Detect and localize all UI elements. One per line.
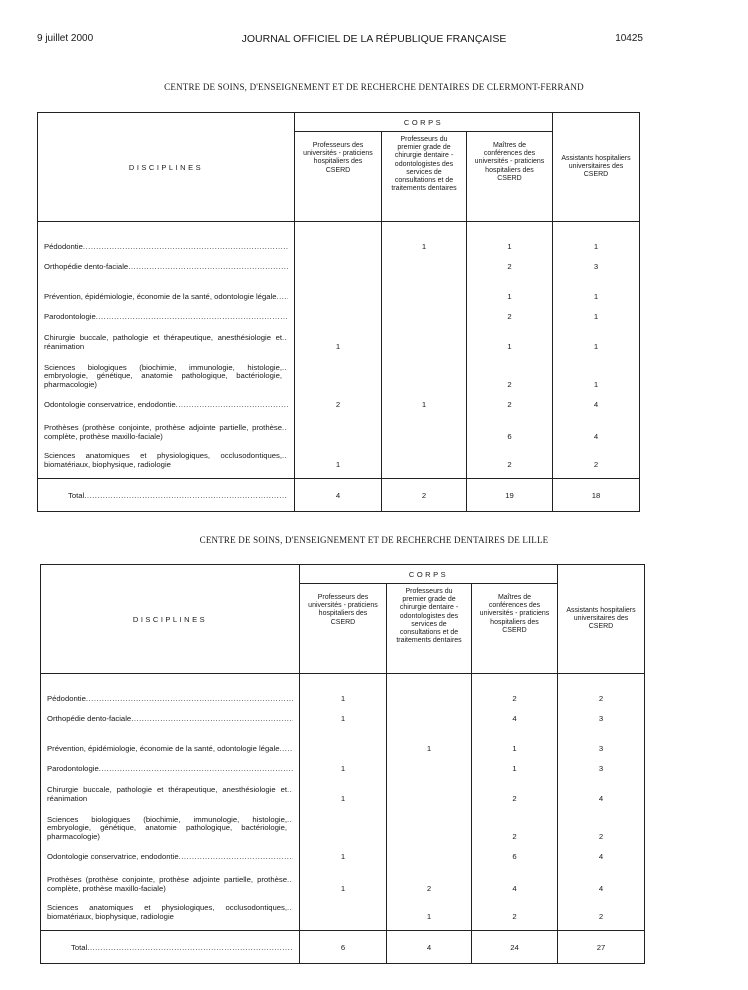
- value-column: [472, 674, 558, 931]
- cell-value: 1: [421, 242, 427, 252]
- leader-dots: [282, 424, 288, 442]
- cell-value: 1: [593, 242, 599, 252]
- value-column: [467, 222, 553, 479]
- total-value: 24: [472, 931, 558, 964]
- cell-value: 1: [335, 342, 341, 352]
- total-label: Total: [71, 942, 88, 952]
- discipline-label: Prévention, épidémiologie, économie de la santé, odontologie légale: [47, 744, 280, 754]
- cell-value: 1: [512, 764, 517, 774]
- cell-value: 2: [593, 460, 599, 470]
- leader-dots: [176, 401, 288, 410]
- leader-dots: [86, 695, 293, 704]
- leader-dots: [131, 715, 293, 724]
- leader-dots: [282, 452, 288, 470]
- column-header: Professeurs des universités - praticiens hospitaliers des CSERD: [300, 584, 387, 674]
- discipline-label: Sciences anatomiques et physiologiques, occlusodontiques, biomatériaux, biophysique, radiologie: [47, 903, 287, 922]
- cell-value: 4: [512, 714, 517, 724]
- discipline-label: Odontologie conservatrice, endodontie: [44, 400, 176, 410]
- section-title: CENTRE DE SOINS, D'ENSEIGNEMENT ET DE RECHERCHE DENTAIRES DE LILLE: [199, 535, 549, 545]
- cell-value: 4: [598, 852, 604, 862]
- cell-value: 2: [598, 694, 604, 704]
- column-header: Maîtres de conférences des universités - praticiens hospitaliers des CSERD: [467, 132, 553, 222]
- leader-dots: [287, 904, 293, 922]
- cell-value: 3: [598, 744, 604, 754]
- cell-value: 6: [507, 432, 512, 442]
- header-journal-title: JOURNAL OFFICIEL DE LA RÉPUBLIQUE FRANÇAISE: [241, 33, 507, 45]
- column-header: Professeurs du premier grade de chirurgie dentaire - odontologistes des services de consultations et de traitements dentaires: [382, 132, 467, 222]
- leader-dots: [83, 243, 288, 252]
- value-column: [553, 222, 640, 479]
- cell-value: 1: [340, 852, 346, 862]
- discipline-label: Chirurgie buccale, pathologie et thérapeutique, anesthésiologie et réanimation: [44, 333, 282, 352]
- leader-dots: [84, 491, 288, 500]
- cell-value: 3: [593, 262, 599, 272]
- leader-dots: [87, 943, 293, 952]
- cell-value: 1: [593, 312, 599, 322]
- value-column: [382, 222, 467, 479]
- cell-value: 4: [598, 884, 604, 894]
- section-title: CENTRE DE SOINS, D'ENSEIGNEMENT ET DE RECHERCHE DENTAIRES DE CLERMONT-FERRAND: [164, 82, 584, 92]
- discipline-label: Prothèses (prothèse conjointe, prothèse adjointe partielle, prothèse complète, prothèse maxillo-faciale): [47, 875, 287, 894]
- cell-value: 2: [512, 912, 517, 922]
- leader-dots: [179, 853, 293, 862]
- column-header: Assistants hospitaliers universitaires des CSERD: [553, 113, 640, 222]
- cell-value: 2: [507, 262, 512, 272]
- corps-header: CORPS: [300, 565, 558, 584]
- cell-value: 1: [426, 912, 432, 922]
- total-row-label-cell: [38, 479, 295, 512]
- total-value: 4: [295, 479, 382, 512]
- leader-dots: [96, 313, 288, 322]
- column-header: Professeurs du premier grade de chirurgie dentaire - odontologistes des services de consultations et de traitements dentaires: [387, 584, 472, 674]
- cell-value: 2: [598, 832, 604, 842]
- discipline-label: Parodontologie: [47, 764, 99, 774]
- cell-value: 2: [507, 312, 512, 322]
- total-value: 27: [558, 931, 645, 964]
- cell-value: 1: [507, 242, 512, 252]
- cell-value: 1: [512, 744, 517, 754]
- total-label: Total: [68, 490, 85, 500]
- disciplines-column: [38, 222, 295, 479]
- cell-value: 2: [335, 400, 341, 410]
- value-column: [558, 674, 645, 931]
- cell-value: 1: [507, 292, 512, 302]
- discipline-label: Pédodontie: [47, 694, 86, 704]
- cell-value: 4: [593, 432, 599, 442]
- cell-value: 2: [507, 380, 512, 390]
- cell-value: 1: [593, 342, 599, 352]
- leader-dots: [277, 293, 289, 302]
- cell-value: 4: [598, 794, 604, 804]
- total-value: 6: [300, 931, 387, 964]
- discipline-label: Odontologie conservatrice, endodontie: [47, 852, 179, 862]
- cell-value: 2: [426, 884, 432, 894]
- cell-value: 1: [340, 794, 346, 804]
- discipline-label: Chirurgie buccale, pathologie et thérapeutique, anesthésiologie et réanimation: [47, 785, 287, 804]
- cell-value: 1: [426, 744, 432, 754]
- cell-value: 2: [598, 912, 604, 922]
- discipline-label: Prothèses (prothèse conjointe, prothèse adjointe partielle, prothèse complète, prothèse maxillo-faciale): [44, 423, 282, 442]
- leader-dots: [287, 876, 293, 894]
- cell-value: 3: [598, 764, 604, 774]
- cell-value: 1: [593, 380, 599, 390]
- leader-dots: [282, 334, 288, 352]
- staff-table: [40, 564, 645, 964]
- discipline-label: Sciences biologiques (biochimie, immunologie, histologie, embryologie, génétique, anatomie pathologique, bactériologie, pharmacologie): [47, 814, 287, 842]
- disciplines-header: DISCIPLINES: [41, 565, 300, 674]
- total-value: 4: [387, 931, 472, 964]
- total-row-label-cell: [41, 931, 300, 964]
- cell-value: 4: [593, 400, 599, 410]
- cell-value: 2: [512, 694, 517, 704]
- cell-value: 1: [593, 292, 599, 302]
- leader-dots: [287, 816, 293, 842]
- leader-dots: [287, 786, 293, 804]
- discipline-label: Orthopédie dento-faciale: [44, 262, 129, 272]
- cell-value: 1: [340, 764, 346, 774]
- discipline-label: Pédodontie: [44, 242, 83, 252]
- leader-dots: [128, 263, 288, 272]
- corps-header: CORPS: [295, 113, 553, 132]
- leader-dots: [282, 364, 288, 390]
- cell-value: 1: [340, 694, 346, 704]
- column-header: Professeurs des universités - praticiens hospitaliers des CSERD: [295, 132, 382, 222]
- disciplines-column: [41, 674, 300, 931]
- cell-value: 4: [512, 884, 517, 894]
- discipline-label: Orthopédie dento-faciale: [47, 714, 132, 724]
- cell-value: 2: [512, 794, 517, 804]
- staff-table: [37, 112, 640, 512]
- disciplines-header: DISCIPLINES: [38, 113, 295, 222]
- total-value: 19: [467, 479, 553, 512]
- discipline-label: Prévention, épidémiologie, économie de la santé, odontologie légale: [44, 292, 277, 302]
- discipline-label: Parodontologie: [44, 312, 96, 322]
- cell-value: 1: [340, 714, 346, 724]
- cell-value: 1: [340, 884, 346, 894]
- header-page-number: 10425: [615, 33, 643, 44]
- cell-value: 1: [335, 460, 341, 470]
- cell-value: 2: [507, 400, 512, 410]
- total-value: 18: [553, 479, 640, 512]
- cell-value: 1: [421, 400, 427, 410]
- cell-value: 3: [598, 714, 604, 724]
- discipline-label: Sciences biologiques (biochimie, immunologie, histologie, embryologie, génétique, anatomie pathologique, bactériologie, pharmacologie): [44, 362, 282, 390]
- column-header: Maîtres de conférences des universités - praticiens hospitaliers des CSERD: [472, 584, 558, 674]
- value-column: [300, 674, 387, 931]
- leader-dots: [280, 745, 294, 754]
- cell-value: 2: [507, 460, 512, 470]
- leader-dots: [99, 765, 293, 774]
- cell-value: 2: [512, 832, 517, 842]
- header-date: 9 juillet 2000: [37, 33, 94, 44]
- value-column: [387, 674, 472, 931]
- total-value: 2: [382, 479, 467, 512]
- column-header: Assistants hospitaliers universitaires des CSERD: [558, 565, 645, 674]
- discipline-label: Sciences anatomiques et physiologiques, occlusodontiques, biomatériaux, biophysique, radiologie: [44, 451, 282, 470]
- value-column: [295, 222, 382, 479]
- cell-value: 1: [507, 342, 512, 352]
- cell-value: 6: [512, 852, 517, 862]
